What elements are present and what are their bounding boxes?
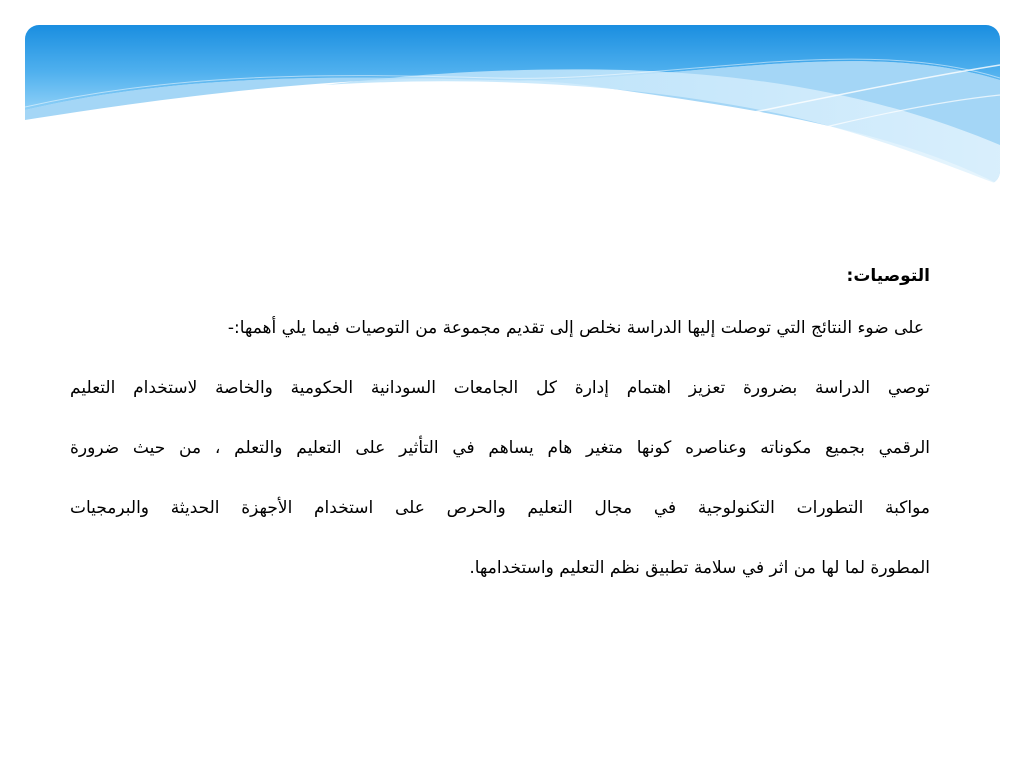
- body-line-3: مواكبة التطورات التكنولوجية في مجال التعليم والحرص على استخدام الأجهزة الحديثة والبرمجيات: [70, 498, 930, 518]
- body-line-4: المطورة لما لها من اثر في سلامة تطبيق نظم التعليم واستخدامها.: [469, 558, 930, 578]
- section-heading: التوصيات:: [846, 266, 930, 286]
- recommendations-section: [70, 256, 930, 588]
- body-line-2: الرقمي بجميع مكوناته وعناصره كونها متغير هام يساهم في التأثير على التعليم والتعلم ، من حيث ضرورة: [70, 438, 930, 458]
- header-wave-banner: [25, 25, 1000, 185]
- body-line-1: توصي الدراسة بضرورة تعزيز اهتمام إدارة كل الجامعات السودانية الحكومية والخاصة لاستخدام التعليم: [70, 378, 930, 398]
- intro-paragraph: على ضوء النتائج التي توصلت إليها الدراسة نخلص إلى تقديم مجموعة من التوصيات فيما يلي أهمها:-: [227, 318, 924, 338]
